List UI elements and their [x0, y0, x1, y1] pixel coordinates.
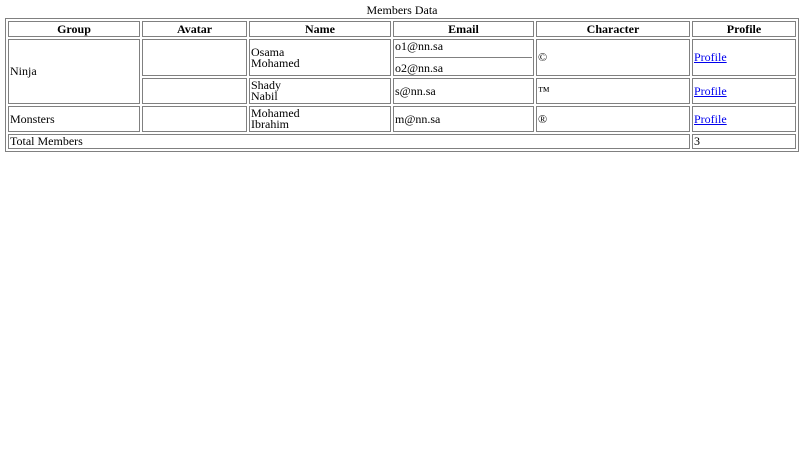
profile-link[interactable]: Profile [694, 111, 727, 126]
table-row [8, 106, 796, 132]
members-table-container [5, 4, 795, 152]
member-last-name: Nabil [251, 89, 278, 103]
profile-cell [692, 39, 796, 76]
total-members-count: 3 [692, 134, 796, 149]
member-email: s@nn.sa [395, 83, 436, 98]
email-cell [393, 106, 534, 132]
group-cell-ninja: Ninja [8, 39, 140, 104]
header-profile: Profile [692, 21, 796, 37]
members-table [5, 4, 799, 152]
table-caption: Members Data [366, 3, 438, 17]
group-cell-monsters: Monsters [8, 106, 140, 132]
profile-cell [692, 106, 796, 132]
member-last-name: Ibrahim [251, 117, 289, 131]
member-first-name: Shady [251, 78, 281, 92]
header-email: Email [393, 21, 534, 37]
member-email: m@nn.sa [395, 111, 441, 126]
header-row [8, 21, 796, 37]
character-cell: ® [536, 106, 690, 132]
name-cell [249, 39, 391, 76]
header-group: Group [8, 21, 140, 37]
member-email: o1@nn.sa [395, 39, 444, 53]
member-last-name: Mohamed [251, 55, 300, 70]
email-divider [395, 57, 532, 58]
header-name: Name [249, 21, 391, 37]
avatar-cell [142, 106, 247, 132]
header-avatar: Avatar [142, 21, 247, 37]
table-row [8, 39, 796, 76]
email-cell [393, 39, 534, 76]
member-first-name: Osama [251, 44, 285, 59]
profile-cell [692, 78, 796, 104]
name-cell [249, 78, 391, 104]
header-character: Character [536, 21, 690, 37]
profile-link[interactable]: Profile [694, 50, 727, 64]
member-first-name: Mohamed [251, 106, 300, 120]
email-cell [393, 78, 534, 104]
name-cell [249, 106, 391, 132]
footer-row [8, 134, 796, 149]
avatar-cell [142, 39, 247, 76]
profile-link[interactable]: Profile [694, 83, 727, 98]
member-email: o2@nn.sa [395, 61, 444, 75]
total-members-label: Total Members [8, 134, 690, 149]
avatar-cell [142, 78, 247, 104]
character-cell: ™ [536, 78, 690, 104]
character-cell: © [536, 39, 690, 76]
